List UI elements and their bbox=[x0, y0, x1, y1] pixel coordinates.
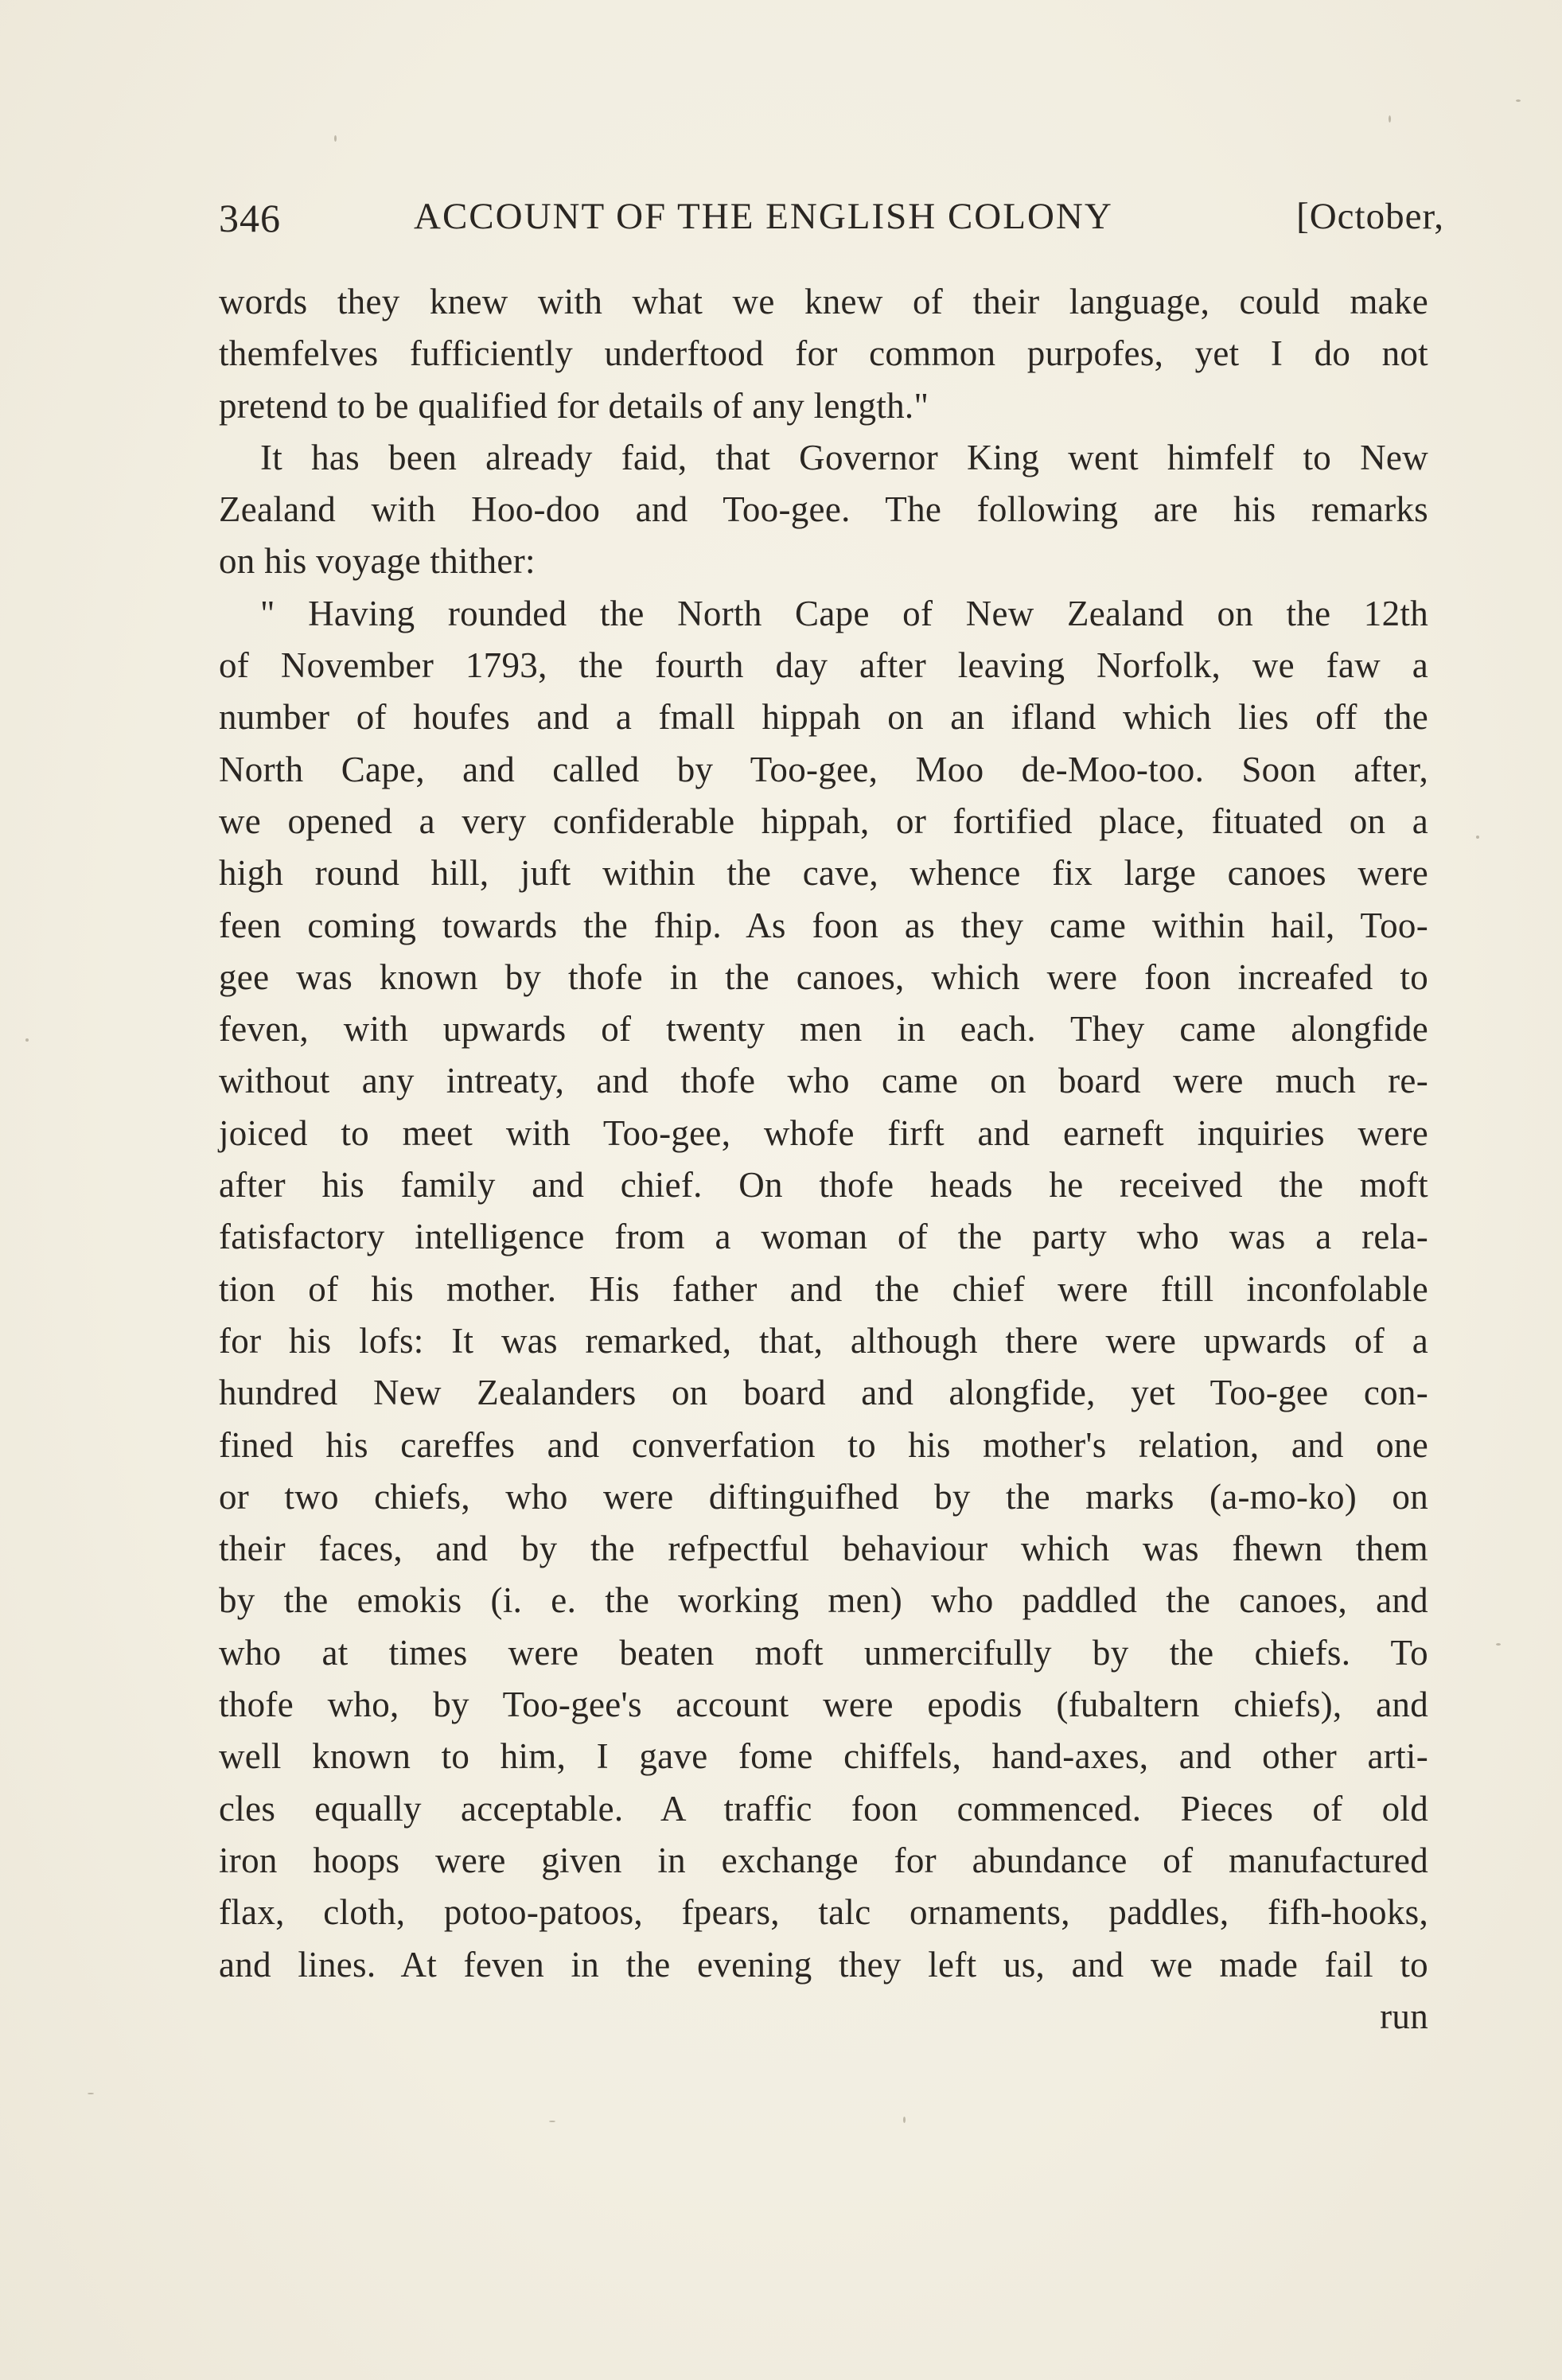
text-line: gee was known by thofe in the canoes, which were foon increafed to bbox=[219, 956, 1428, 997]
text-line: themfelves fufficiently underftood for common purpofes, yet I do not bbox=[219, 333, 1428, 374]
text-line: feven, with upwards of twenty men in each. They came alongfide bbox=[219, 1009, 1428, 1050]
page-number: 346 bbox=[219, 196, 281, 240]
paper-speck bbox=[1496, 1643, 1501, 1646]
catchword: run bbox=[1380, 1996, 1428, 2036]
text-line: iron hoops were given in exchange for abundance of manufactured bbox=[219, 1840, 1428, 1880]
text-line: who at times were beaten moft unmercifully by the chiefs. To bbox=[219, 1632, 1428, 1673]
text-line: pretend to be qualified for details of any length." bbox=[219, 385, 929, 426]
text-line: tion of his mother. His father and the chief were ftill inconfolable bbox=[219, 1268, 1428, 1309]
running-head: ACCOUNT OF THE ENGLISH COLONY bbox=[414, 196, 1113, 237]
running-head-date: [October, bbox=[1296, 196, 1444, 237]
text-line: high round hill, juft within the cave, whence fix large canoes were bbox=[219, 853, 1428, 894]
text-line: we opened a very confiderable hippah, or fortified place, fituated on a bbox=[219, 800, 1428, 841]
text-line: Zealand with Hoo-doo and Too-gee. The following are his remarks bbox=[219, 489, 1428, 530]
page-header bbox=[219, 195, 1444, 251]
text-line: well known to him, I gave fome chiffels, hand-axes, and other arti- bbox=[219, 1736, 1428, 1777]
text-line: of November 1793, the fourth day after leaving Norfolk, we faw a bbox=[219, 645, 1428, 686]
text-line: feen coming towards the fhip. As foon as they came within hail, Too- bbox=[219, 905, 1428, 945]
text-line: for his lofs: It was remarked, that, although there were upwards of a bbox=[219, 1320, 1428, 1361]
text-line: North Cape, and called by Too-gee, Moo de-Moo-too. Soon after, bbox=[219, 749, 1428, 789]
paper-speck bbox=[1389, 115, 1391, 123]
body-text bbox=[219, 276, 1428, 2043]
text-line: their faces, and by the refpectful behaviour which was fhewn them bbox=[219, 1529, 1428, 1569]
paper-speck bbox=[549, 2121, 555, 2122]
text-line: cles equally acceptable. A traffic foon commenced. Pieces of old bbox=[219, 1788, 1428, 1829]
text-line: on his voyage thither: bbox=[219, 541, 536, 582]
text-line: after his family and chief. On thofe heads he received the moft bbox=[219, 1165, 1428, 1206]
text-line: hundred New Zealanders on board and alongfide, yet Too-gee con- bbox=[219, 1373, 1428, 1413]
text-line: by the emokis (i. e. the working men) who paddled the canoes, and bbox=[219, 1580, 1428, 1621]
paper-speck bbox=[25, 1038, 29, 1042]
text-line: number of houfes and a fmall hippah on an ifland which lies off the bbox=[219, 697, 1428, 738]
text-line: joiced to meet with Too-gee, whofe firft and earneft inquiries were bbox=[219, 1112, 1428, 1153]
text-line: or two chiefs, who were diftinguifhed by the marks (a-mo-ko) on bbox=[219, 1476, 1428, 1517]
text-line: fined his careffes and converfation to his mother's relation, and one bbox=[219, 1424, 1428, 1465]
paper-speck bbox=[1516, 99, 1521, 102]
text-line: fatisfactory intelligence from a woman of the party who was a rela- bbox=[219, 1217, 1428, 1257]
text-line: flax, cloth, potoo-patoos, fpears, talc ornaments, paddles, fifh-hooks, bbox=[219, 1892, 1428, 1933]
paper-speck bbox=[1476, 836, 1479, 839]
text-line: without any intreaty, and thofe who came on board were much re- bbox=[219, 1061, 1428, 1101]
text-line: words they knew with what we knew of their language, could make bbox=[219, 282, 1428, 321]
paper-speck bbox=[903, 2117, 906, 2123]
text-line: thofe who, by Too-gee's account were epodis (fubaltern chiefs), and bbox=[219, 1685, 1428, 1725]
text-line: It has been already faid, that Governor King went himfelf to New bbox=[260, 437, 1428, 477]
text-line: " Having rounded the North Cape of New Zealand on the 12th bbox=[260, 593, 1428, 633]
paper-speck bbox=[88, 2093, 94, 2094]
text-line: and lines. At feven in the evening they left us, and we made fail to bbox=[219, 1944, 1428, 1985]
paper-speck bbox=[334, 135, 337, 142]
